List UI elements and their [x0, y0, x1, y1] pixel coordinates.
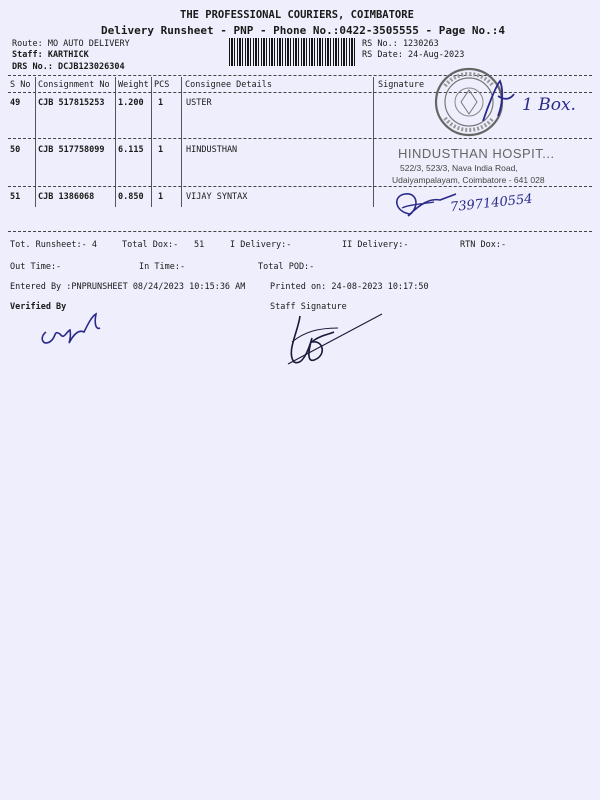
- staff-signature-label: Staff Signature: [270, 302, 347, 312]
- row-sno: 51: [10, 192, 21, 202]
- total-dox-label: Total Dox:-: [122, 240, 179, 250]
- runsheet-subtitle: Delivery Runsheet - PNP - Phone No.:0422-3505555 - Page No.:4: [101, 24, 505, 37]
- rs-date: RS Date: 24-Aug-2023: [362, 50, 465, 60]
- col-weight: Weight: [118, 80, 149, 90]
- row-weight: 6.115: [118, 145, 144, 155]
- row-consignment: CJB 1386068: [38, 192, 95, 202]
- row-weight: 0.850: [118, 192, 144, 202]
- staff-label: Staff: KARTHICK: [12, 50, 89, 60]
- in-time: In Time:-: [139, 262, 186, 272]
- total-pod: Total POD:-: [258, 262, 315, 272]
- hospital-stamp-address2: Udaiyampalayam, Coimbatore - 641 028: [392, 175, 545, 185]
- table-bottom-rule: [8, 231, 592, 232]
- route-label: Route: MO AUTO DELIVERY: [12, 39, 130, 49]
- row-consignee: HINDUSTHAN: [186, 145, 238, 155]
- hospital-stamp-name: HINDUSTHAN HOSPIT...: [398, 146, 555, 161]
- row-sno: 50: [10, 145, 21, 155]
- col-consignee: Consignee Details: [185, 80, 272, 90]
- signature-scribble-icon: [478, 76, 518, 126]
- col-pcs: PCS: [154, 80, 170, 90]
- row-weight: 1.200: [118, 98, 144, 108]
- handwritten-phone: 7397140554: [449, 191, 534, 216]
- handwritten-box-note: 1 Box.: [522, 95, 576, 115]
- company-title: THE PROFESSIONAL COURIERS, COIMBATORE: [180, 9, 414, 21]
- row-rule: [8, 138, 592, 139]
- col-consignment: Consignment No: [38, 80, 110, 90]
- row-sno: 49: [10, 98, 21, 108]
- staff-signature-icon: [278, 312, 388, 372]
- row-pcs: 1: [158, 98, 164, 108]
- out-time: Out Time:-: [10, 262, 62, 272]
- barcode: [229, 38, 357, 66]
- row-consignee: USTER: [186, 98, 212, 108]
- col-signature: Signature: [378, 80, 425, 90]
- rtn-dox: RTN Dox:-: [460, 240, 507, 250]
- row-consignment: CJB 517815253: [38, 98, 105, 108]
- verifier-signature-icon: [36, 310, 106, 350]
- entered-by: Entered By :PNPRUNSHEET 08/24/2023 10:15:36 AM: [10, 282, 246, 292]
- verified-by-label: Verified By: [10, 302, 67, 312]
- row-pcs: 1: [158, 145, 164, 155]
- row-consignment: CJB 517758099: [38, 145, 105, 155]
- row-consignee: VIJAY SYNTAX: [186, 192, 248, 202]
- total-dox-value: 51: [194, 240, 205, 250]
- row-pcs: 1: [158, 192, 164, 202]
- printed-on: Printed on: 24-08-2023 10:17:50: [270, 282, 429, 292]
- drs-number: DRS No.: DCJB123026304: [12, 62, 125, 72]
- col-sno: S No: [10, 80, 31, 90]
- hospital-stamp-address1: 522/3, 523/3, Nava India Road,: [400, 163, 518, 173]
- rs-number: RS No.: 1230263: [362, 39, 439, 49]
- ii-delivery: II Delivery:-: [342, 240, 409, 250]
- total-runsheet: Tot. Runsheet:- 4: [10, 240, 97, 250]
- row-rule: [8, 186, 592, 187]
- i-delivery: I Delivery:-: [230, 240, 292, 250]
